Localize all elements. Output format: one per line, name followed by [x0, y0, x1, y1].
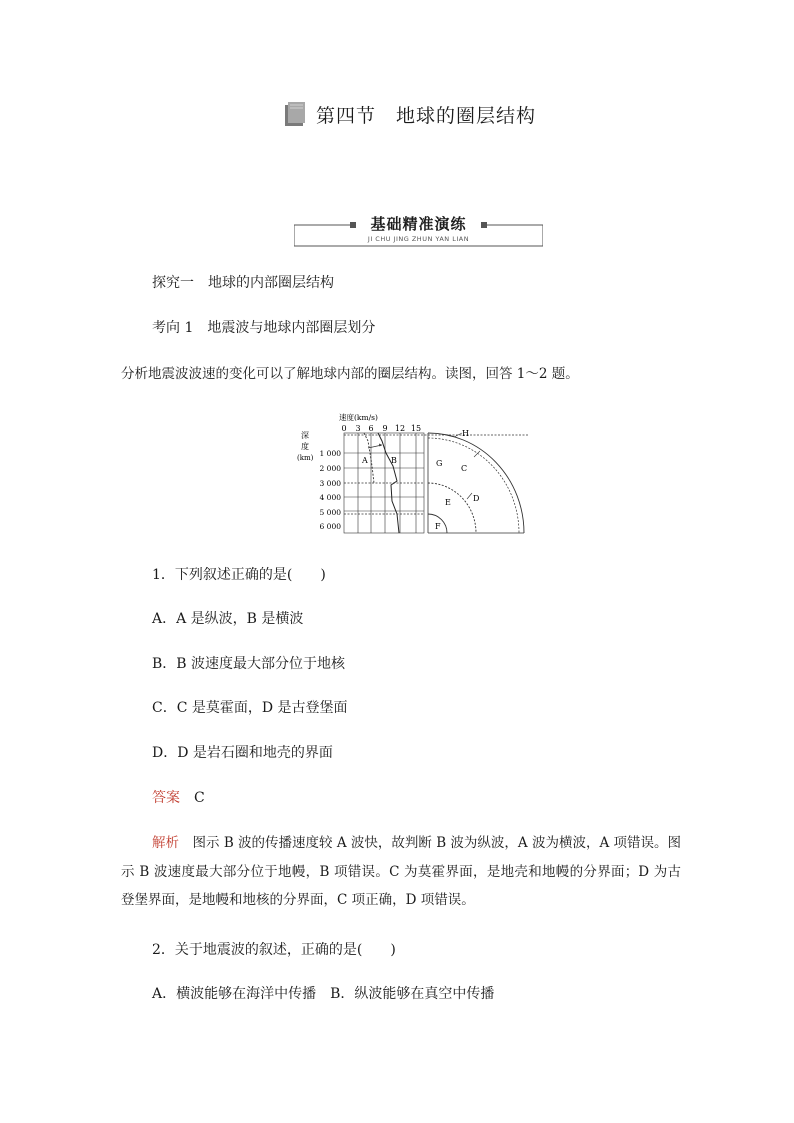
question-1-option-c: C．C 是莫霍面，D 是古登堡面 [152, 700, 348, 716]
wave-b-curve [378, 433, 399, 533]
section-banner [294, 213, 543, 247]
d-leader [467, 493, 472, 499]
question-2-stem: 2．关于地震波的叙述，正确的是( ) [152, 942, 396, 958]
page-title [284, 98, 536, 130]
answer-value: C [194, 790, 205, 806]
layer-label-g: G [436, 459, 443, 468]
analysis-text: 图示 B 波的传播速度较 A 波快，故判断 B 波为纵波，A 波为横波，A 项错误。图示 B 波速度最大部分位于地幔，B 项错误。C 为莫霍界面，是地壳和地幔的分界面；D 为古登堡界面，是地幔和地核的分界面，C 项正确，D 项错误。 [121, 835, 682, 908]
earth-cross-section [428, 433, 524, 533]
depth-tick: 3 000 [319, 479, 341, 488]
speed-tick: 9 [382, 424, 388, 433]
wave-a-label: A [362, 456, 368, 465]
question-2-options: A．横波能够在海洋中传播 B．纵波能够在真空中传播 [152, 986, 495, 1002]
book-icon [284, 101, 306, 127]
layer-label-h: H [462, 429, 469, 438]
depth-tick: 4 000 [319, 493, 341, 502]
analysis-label: 解析 [152, 835, 180, 851]
banner-subtitle: JI CHU JING ZHUN YAN LIAN [367, 235, 470, 243]
layer-label-d: D [473, 494, 480, 503]
layer-label-f: F [435, 522, 441, 531]
question-1-analysis [121, 829, 681, 915]
seismic-figure [296, 411, 528, 535]
section-subheading: 考向 1 地震波与地球内部圈层划分 [152, 320, 376, 336]
question-1-stem: 1．下列叙述正确的是( ) [152, 567, 326, 583]
layer-label-e: E [445, 498, 451, 507]
title-text: 第四节 地球的圈层结构 [316, 104, 537, 127]
arrow-head [379, 444, 382, 447]
speed-tick: 6 [368, 424, 374, 433]
depth-tick: 6 000 [319, 522, 341, 531]
wave-b-label: B [391, 456, 397, 465]
answer-label: 答案 [152, 790, 180, 806]
depth-tick: 2 000 [319, 464, 341, 473]
depth-tick: 5 000 [319, 508, 341, 517]
section-heading: 探究一 地球的内部圈层结构 [152, 275, 334, 291]
intro-text: 分析地震波波速的变化可以了解地球内部的圈层结构。读图，回答 1～2 题。 [121, 366, 579, 382]
speed-tick: 3 [355, 424, 361, 433]
question-1-answer [152, 788, 205, 808]
depth-axis-label: 度 [301, 442, 309, 451]
speed-tick: 12 [394, 424, 406, 433]
depth-tick: 1 000 [319, 449, 341, 458]
speed-axis-label: 速度(km/s) [339, 413, 378, 422]
seismic-diagram [296, 411, 528, 535]
depth-axis-unit: (km) [297, 454, 314, 462]
speed-tick: 0 [341, 424, 347, 433]
question-1-option-d: D．D 是岩石圈和地壳的界面 [152, 745, 333, 761]
banner-title: 基础精准演练 [370, 215, 467, 233]
question-1-option-a: A．A 是纵波，B 是横波 [152, 611, 304, 627]
depth-axis-label: 深 [301, 431, 309, 440]
speed-tick: 15 [410, 424, 422, 433]
layer-label-c: C [461, 464, 468, 473]
question-1-option-b: B．B 波速度最大部分位于地核 [152, 656, 346, 672]
